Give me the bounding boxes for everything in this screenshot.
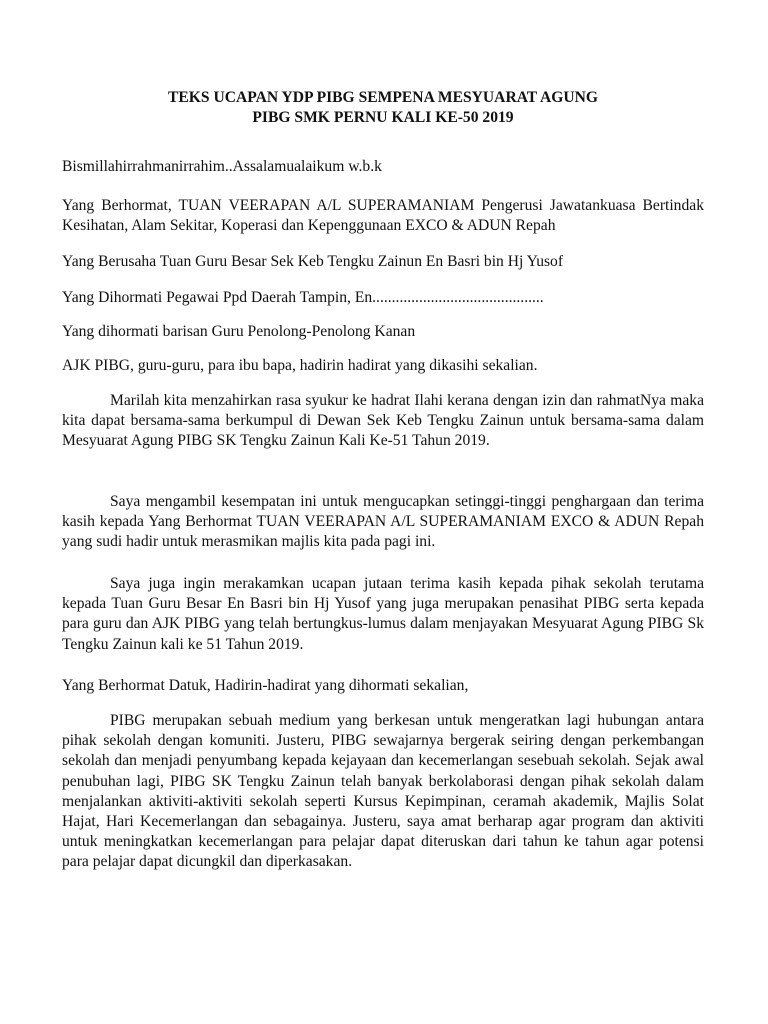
salutation-guru-besar: Yang Berusaha Tuan Guru Besar Sek Keb Tengku Zainun En Basri bin Hj Yusof bbox=[62, 253, 564, 270]
paragraph-penghargaan: Saya mengambil kesempatan ini untuk mengucapkan setinggi-tinggi penghargaan dan terima kasih kepada Yang Berhormat TUAN VEERAPAN A/L SUPERAMANIAM EXCO & ADUN Repah yang sudi hadir untuk merasmikan majlis kita pada pagi ini. bbox=[62, 493, 704, 551]
salutation-guru-penolong-kanan: Yang dihormati barisan Guru Penolong-Penolong Kanan bbox=[62, 323, 416, 340]
paragraph-syukur: Marilah kita menzahirkan rasa syukur ke hadrat Ilahi kerana dengan izin dan rahmatNya maka kita dapat bersama-sama berkumpul di Dewan Sek Keb Tengku Zainun untuk bersama-sama dalam Mesyuarat Agung PIBG SK Tengku Zainun Kali Ke-51 Tahun 2019. bbox=[62, 392, 704, 450]
document-title-line-2: PIBG SMK PERNU KALI KE-50 2019 bbox=[252, 109, 514, 126]
salutation-ajk-pibg: AJK PIBG, guru-guru, para ibu bapa, hadirin hadirat yang dikasihi sekalian. bbox=[62, 357, 538, 374]
document-title-line-1: TEKS UCAPAN YDP PIBG SEMPENA MESYUARAT AGUNG bbox=[167, 89, 599, 106]
paragraph-pibg-medium: PIBG merupakan sebuah medium yang berkesan untuk mengeratkan lagi hubungan antara pihak sekolah dengan komuniti. Justeru, PIBG sewajarnya bergerak seiring dengan perkembangan sekolah dan menjadi penyumbang kepada kejayaan dan kecemerlangan sesebuah sekolah. Sejak awal penubuhan lagi, PIBG SK Tengku Zainun telah banyak berkolaborasi dengan pihak sekolah dalam menjalankan aktiviti-aktiviti sekolah seperti Kursus Kepimpinan, ceramah akademik, Majlis Solat Hajat, Hari Kecemerlangan dan sebagainya. Justeru, saya amat berharap agar program dan aktiviti untuk meningkatkan kecemerlangan para pelajar dapat diteruskan dari tahun ke tahun agar potensi para pelajar dapat dicungkil dan diperkasakan. bbox=[62, 712, 704, 871]
opening-greeting: Bismillahirrahmanirrahim..Assalamualaikum w.b.k bbox=[62, 158, 382, 175]
salutation-yb-exco: Yang Berhormat, TUAN VEERAPAN A/L SUPERAMANIAM Pengerusi Jawatankuasa Bertindak Kesihatan, Alam Sekitar, Koperasi dan Kepenggunaan EXCO & ADUN Repah bbox=[62, 197, 704, 235]
greeting-datuk: Yang Berhormat Datuk, Hadirin-hadirat yang dihormati sekalian, bbox=[62, 677, 469, 694]
salutation-pegawai-ppd: Yang Dihormati Pegawai Ppd Daerah Tampin, En............................................ bbox=[62, 289, 544, 306]
paragraph-terima-kasih: Saya juga ingin merakamkan ucapan jutaan terima kasih kepada pihak sekolah terutama kepada Tuan Guru Besar En Basri bin Hj Yusof yang juga merupakan penasihat PIBG serta kepada para guru dan AJK PIBG yang telah bertungkus-lumus dalam menjayakan Mesyuarat Agung PIBG Sk Tengku Zainun kali ke 51 Tahun 2019. bbox=[62, 575, 704, 653]
